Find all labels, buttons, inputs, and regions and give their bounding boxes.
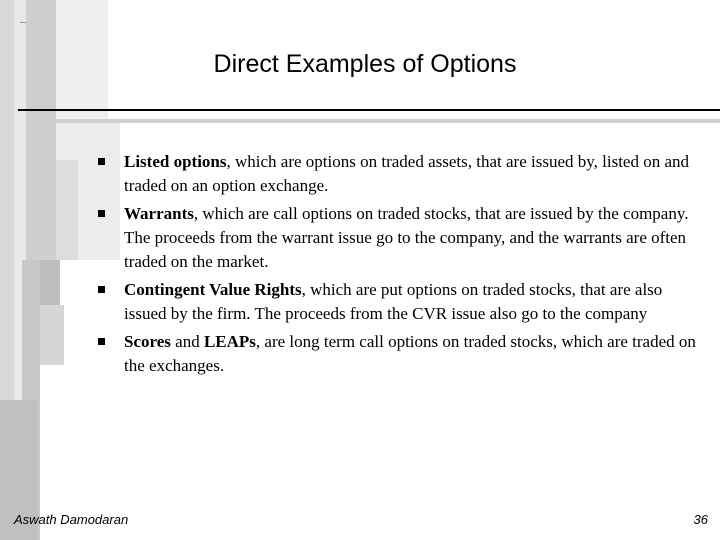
slide-title: Direct Examples of Options [213,50,517,78]
decor-tick [20,22,26,23]
item-term: Warrants [124,204,194,223]
item-text: , which are put options on traded stocks, that are also issued by the firm. The proceeds from the CVR issue also go to the company [124,280,663,323]
item-text: , are long term call options on traded stocks, which are traded on the exchanges. [124,332,696,375]
page-number: 36 [693,512,708,527]
square-bullet-icon [98,338,105,345]
list-item [96,202,706,274]
item-text: , which are call options on traded stocks, that are issued by the company. The proceeds from the warrant issue go to the company, and the warrants are often traded on the market. [124,204,689,271]
footer-author: Aswath Damodaran [14,512,129,527]
item-text: , which are options on traded assets, that are issued by, listed on and traded on an option exchange. [124,152,690,195]
title-divider [18,109,720,111]
square-bullet-icon [98,286,105,293]
decor-stripe [38,305,64,365]
square-bullet-icon [98,158,105,165]
item-connector: and [170,332,204,351]
item-term: LEAPs [203,332,256,351]
square-bullet-icon [98,210,105,217]
list-item [96,278,706,326]
list-item [96,330,706,378]
title-divider-shadow [40,119,720,123]
decor-stripe [56,160,78,260]
list-item [96,150,706,198]
bullet-list [96,150,706,382]
decor-stripe [26,0,56,265]
item-term: Scores [124,332,171,351]
item-term: Listed options [124,152,227,171]
item-term: Contingent Value Rights [124,280,302,299]
